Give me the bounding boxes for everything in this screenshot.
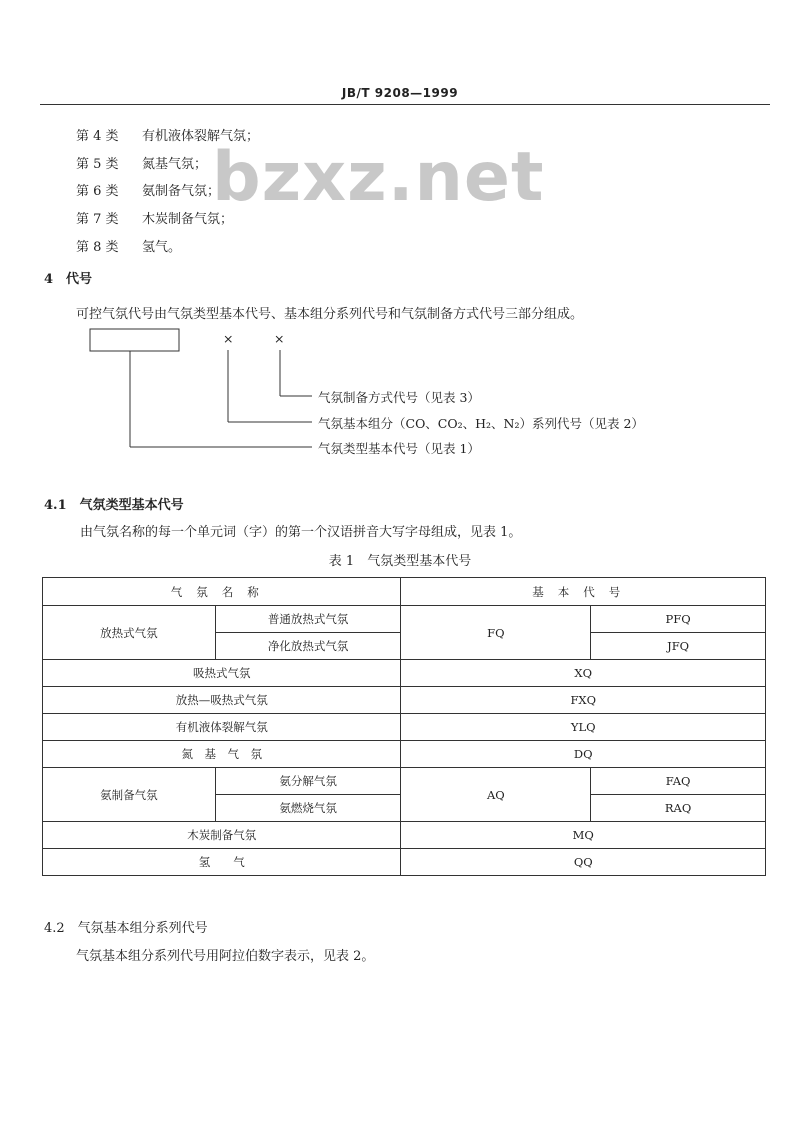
section-4-2-heading: 4.2 气氛基本组分系列代号 xyxy=(44,921,208,936)
class-name: 氢气。 xyxy=(142,240,182,255)
cell-ammonia-burn: 氨燃烧气氛 xyxy=(215,795,401,822)
table-1 xyxy=(42,577,766,876)
table-row xyxy=(43,660,766,687)
diagram-label-preparation: 气氛制备方式代号（见表 3） xyxy=(318,390,480,405)
table-row xyxy=(43,606,766,633)
cell-hydrogen: 氢 气 xyxy=(43,849,401,876)
cell-hydrogen-code: QQ xyxy=(401,849,766,876)
cell-exo-normal: 普通放热式气氛 xyxy=(215,606,401,633)
table-row xyxy=(43,741,766,768)
class-name: 有机液体裂解气氛； xyxy=(142,129,260,144)
section-4-intro: 可控气氛代号由气氛类型基本代号、基本组分系列代号和气氛制备方式代号三部分组成。 xyxy=(76,307,584,322)
cell-ammonia-burn-code: RAQ xyxy=(591,795,766,822)
section-4-1-heading: 4.1 气氛类型基本代号 xyxy=(44,498,184,513)
class-number: 第 6 类 xyxy=(76,184,119,199)
cell-exo-purified: 净化放热式气氛 xyxy=(215,633,401,660)
table-row xyxy=(43,849,766,876)
header-code: 基本代号 xyxy=(401,578,766,606)
class-number: 第 8 类 xyxy=(76,240,119,255)
cell-endo: 吸热式气氛 xyxy=(43,660,401,687)
section-4-1-text: 由气氛名称的每一个单元词（字）的第一个汉语拼音大写字母组成，见表 1。 xyxy=(80,525,522,540)
cell-ammonia-dissoc-code: FAQ xyxy=(591,768,766,795)
cell-ammonia-dissoc: 氨分解气氛 xyxy=(215,768,401,795)
code-mark-2: × xyxy=(274,331,285,346)
cell-exo-endo-code: FXQ xyxy=(401,687,766,714)
cell-nitrogen: 氮 基 气 氛 xyxy=(43,741,401,768)
section-4-heading: 4 代号 xyxy=(44,272,93,287)
table-row xyxy=(43,768,766,795)
cell-exo-group: 放热式气氛 xyxy=(43,606,216,660)
diagram-label-type: 气氛类型基本代号（见表 1） xyxy=(318,441,480,456)
header-name: 气氛名称 xyxy=(43,578,401,606)
class-number: 第 7 类 xyxy=(76,212,119,227)
cell-exo-purified-code: JFQ xyxy=(591,633,766,660)
cell-exo-endo: 放热—吸热式气氛 xyxy=(43,687,401,714)
cell-charcoal-code: MQ xyxy=(401,822,766,849)
code-box xyxy=(90,329,179,351)
cell-organic: 有机液体裂解气氛 xyxy=(43,714,401,741)
table-header-row xyxy=(43,578,766,606)
code-mark-1: × xyxy=(223,331,234,346)
class-number: 第 4 类 xyxy=(76,129,119,144)
diagram-label-components: 气氛基本组分（CO、CO₂、H₂、N₂）系列代号（见表 2） xyxy=(318,416,644,431)
table-row xyxy=(43,822,766,849)
cell-organic-code: YLQ xyxy=(401,714,766,741)
cell-endo-code: XQ xyxy=(401,660,766,687)
table-row xyxy=(43,714,766,741)
cell-ammonia-code: AQ xyxy=(401,768,591,822)
class-name: 木炭制备气氛； xyxy=(142,212,234,227)
cell-ammonia-group: 氨制备气氛 xyxy=(43,768,216,822)
table-row xyxy=(43,687,766,714)
cell-exo-code: FQ xyxy=(401,606,591,660)
class-name: 氨制备气氛； xyxy=(142,184,221,199)
class-name: 氮基气氛； xyxy=(142,157,208,172)
section-4-2-text: 气氛基本组分系列代号用阿拉伯数字表示，见表 2。 xyxy=(76,949,375,964)
page-header: JB/T 9208—1999 xyxy=(341,86,459,100)
table-1-caption: 表 1 气氛类型基本代号 xyxy=(328,554,472,569)
watermark: bzxz.net xyxy=(212,138,545,217)
cell-exo-normal-code: PFQ xyxy=(591,606,766,633)
class-number: 第 5 类 xyxy=(76,157,119,172)
cell-charcoal: 木炭制备气氛 xyxy=(43,822,401,849)
cell-nitrogen-code: DQ xyxy=(401,741,766,768)
